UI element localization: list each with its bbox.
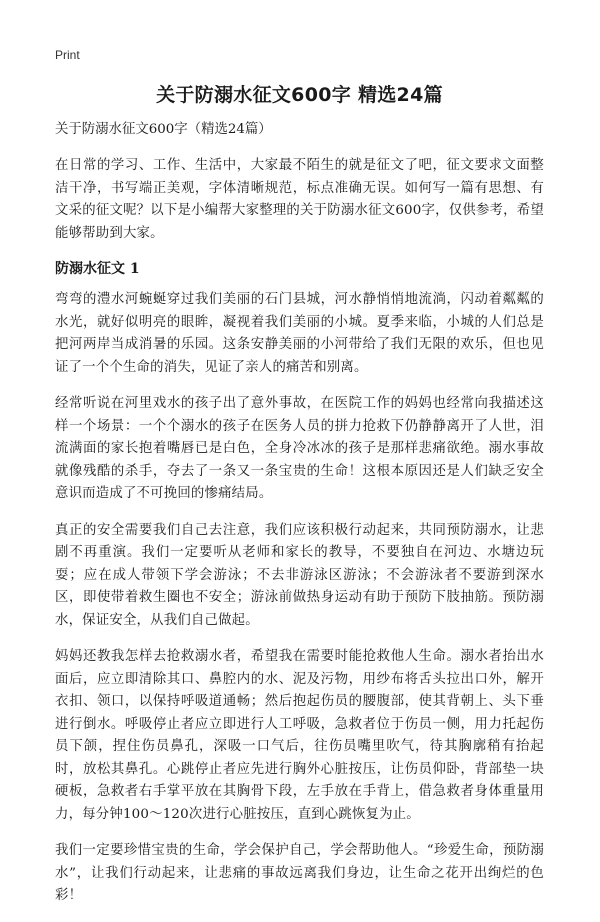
- document-body: [55, 120, 544, 922]
- document-subtitle: 关于防溺水征文600字（精选24篇）: [55, 122, 272, 137]
- body-paragraph-1: 弯弯的澧水河蜿蜒穿过我们美丽的石门县城，河水静悄悄地流淌，闪动着粼粼的水光，就好似明亮的眼眸，凝视着我们美丽的小城。夏季来临，小城的人们总是把河两岸当成消暑的乐园。这条安静美丽的小河带给了我们无限的欢乐，但也见证了一个个生命的消失，见证了亲人的痛苦和别离。: [55, 292, 544, 375]
- body-paragraph-3: 真正的安全需要我们自己去注意，我们应该积极行动起来，共同预防溺水，让悲剧不再重演。我们一定要听从老师和家长的教导，不要独自在河边、水塘边玩耍；应在成人带领下学会游泳；不去非游泳区游泳；不会游泳者不要游到深水区，即使带着救生圈也不安全；游泳前做热身运动有助于预防下肢抽筋。预防溺水，保证安全，从我们自己做起。: [55, 522, 544, 628]
- document-title: 关于防溺水征文600字 精选24篇: [156, 84, 443, 106]
- body-paragraph-2: 经常听说在河里戏水的孩子出了意外事故，在医院工作的妈妈也经常向我描述这样一个场景：一个个溺水的孩子在医务人员的拼力抢救下仍静静离开了人世，泪流满面的家长抱着嘴唇已是白色，全身冷冰冰的孩子是那样悲痛欲绝。溺水事故就像残酷的杀手，夺去了一条又一条宝贵的生命！这根本原因还是人们缺乏安全意识而造成了不可挽回的惨痛结局。: [55, 396, 544, 501]
- body-paragraph-5: 我们一定要珍惜宝贵的生命，学会保护自己，学会帮助他人。“珍爱生命，预防溺水”，让我们行动起来，让悲痛的事故远离我们身边，让生命之花开出绚烂的色彩！: [55, 843, 544, 903]
- section-heading: 防溺水征文 1: [55, 261, 140, 277]
- body-paragraph-4: 妈妈还教我怎样去抢救溺水者，希望我在需要时能抢救他人生命。溺水者抬出水面后，应立即清除其口、鼻腔内的水、泥及污物，用纱布将舌头拉出口外，解开衣扣、领口，以保持呼吸道通畅；然后抱起伤员的腰腹部，使其背朝上、头下垂进行倒水。呼吸停止者应立即进行人工呼吸，急救者位于伤员一侧，用力托起伤员下颌，捏住伤员鼻孔，深吸一口气后，往伤员嘴里吹气，待其胸廓稍有抬起时，放松其鼻孔。心跳停止者应先进行胸外心脏按压，让伤员仰卧，背部垫一块硬板，急救者右手掌平放在其胸骨下段，左手放在手背上，借急救者身体重量用力，每分钟100～120次进行心脏按压，直到心跳恢复为止。: [55, 649, 544, 822]
- intro-paragraph: 在日常的学习、工作、生活中，大家最不陌生的就是征文了吧，征文要求文面整洁干净，书写端正美观，字体清晰规范，标点准确无误。如何写一篇有思想、有文采的征文呢？以下是小编帮大家整理的关于防溺水征文600字，仅供参考，希望能够帮助到大家。: [55, 158, 544, 241]
- print-link[interactable]: Print: [55, 48, 80, 62]
